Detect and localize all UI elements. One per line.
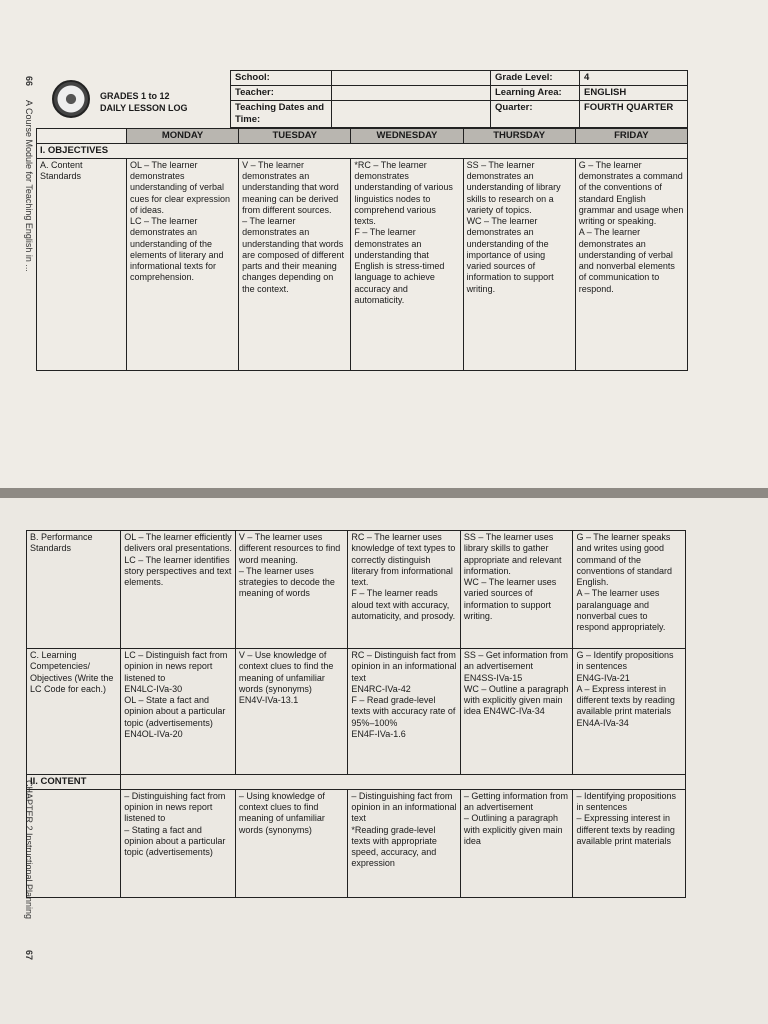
content-monday: – Distinguishing fact from opinion in news report listened to – Stating a fact and opinion about a particular topic (advertisements) [121,789,236,897]
header-info-table [230,70,688,128]
learning-area-label: Learning Area: [491,86,580,101]
performance-content-table [26,530,686,898]
page-number-left: 66 [24,76,34,87]
objectives-heading: I. OBJECTIVES [37,144,688,159]
day-tuesday: TUESDAY [239,129,351,144]
competency-monday: LC – Distinguish fact from opinion in news report listened to EN4LC-IVa-30 OL – State a fact and opinion about a particular topic (advertisements) EN4OL-IVa-20 [121,649,236,775]
competency-tuesday: V – Use knowledge of context clues to find the meaning of unfamiliar words (synonyms) EN4V-IVa-13.1 [235,649,348,775]
content-heading-spacer [121,775,686,790]
day-friday: FRIDAY [575,129,687,144]
learning-area-value: ENGLISH [580,86,688,101]
performance-tuesday: V – The learner uses different resources to find word meaning. – The learner uses strategies to decode the meaning of words [235,531,348,649]
page-number-right: 67 [24,950,34,961]
performance-standards-label: B. Performance Standards [27,531,121,649]
day-monday: MONDAY [126,129,238,144]
content-standard-tuesday: V – The learner demonstrates an understanding that word meaning can be derived from different sources. – The learner demonstrates an understanding that words are composed of different parts and their meaning changes depending on the context. [239,158,351,370]
chapter-title: CHAPTER 2 Instructional Planning [24,780,34,920]
content-label-empty [27,789,121,897]
content-thursday: – Getting information from an advertisement – Outlining a paragraph with explicitly given main idea [460,789,573,897]
competency-wednesday: RC – Distinguish fact from opinion in an informational text EN4RC-IVa-42 F – Read grade-level texts with accuracy rate of 95%–100% EN4F-IVa-1.6 [348,649,461,775]
day-wednesday: WEDNESDAY [351,129,463,144]
page-fold-shadow [0,488,768,498]
teacher-value [332,86,491,101]
deped-seal-icon [52,80,90,118]
quarter-value: FOURTH QUARTER [580,101,688,128]
content-tuesday: – Using knowledge of context clues to find meaning of unfamiliar words (synonyms) [235,789,348,897]
daily-lesson-log-label: DAILY LESSON LOG [100,103,188,114]
day-thursday: THURSDAY [463,129,575,144]
content-standard-friday: G – The learner demonstrates a command of the conventions of standard English grammar and usage when writing or speaking. A – The learner demonstrates an understanding of verbal and nonverbal elements of communication to respond. [575,158,687,370]
performance-friday: G – The learner speaks and writes using good command of the conventions of standard English. A – The learner uses paralanguage and nonverbal cues to respond appropriately. [573,531,686,649]
performance-thursday: SS – The learner uses library skills to gather appropriate and relevant information. WC – The learner uses varied sources of information to support writing. [460,531,573,649]
quarter-label: Quarter: [491,101,580,128]
dates-value [332,101,491,128]
performance-wednesday: RC – The learner uses knowledge of text types to correctly distinguish literary from informational text. F – The learner reads aloud text with accuracy, automaticity, and prosody. [348,531,461,649]
content-friday: – Identifying propositions in sentences – Expressing interest in different texts by reading available print materials [573,789,686,897]
content-heading: II. CONTENT [27,775,121,790]
teacher-label: Teacher: [231,86,332,101]
corner-cell [37,129,127,144]
competency-friday: G – Identify propositions in sentences EN4G-IVa-21 A – Express interest in different texts by reading available print materials EN4A-IVa-34 [573,649,686,775]
grade-level-label: Grade Level: [491,71,580,86]
content-standards-label: A. Content Standards [37,158,127,370]
content-standard-monday: OL – The learner demonstrates understanding of verbal cues for clear expression of ideas. LC – The learner demonstrates an understanding of the elements of literary and informational texts for comprehension. [126,158,238,370]
objectives-table [36,128,688,371]
content-wednesday: – Distinguishing fact from opinion in an informational text *Reading grade-level texts with appropriate speed, accuracy, and expression [348,789,461,897]
module-title: A Course Module for Teaching English in ... [24,100,34,272]
content-standard-wednesday: *RC – The learner demonstrates understanding of various linguistics nodes to comprehend various texts. F – The learner demonstrates an understanding that English is stress-timed language to achieve accuracy and automaticity. [351,158,463,370]
competencies-label: C. Learning Competencies/ Objectives (Write the LC Code for each.) [27,649,121,775]
dates-label: Teaching Dates and Time: [231,101,332,128]
performance-monday: OL – The learner efficiently delivers oral presentations. LC – The learner identifies story perspectives and text elements. [121,531,236,649]
log-title [100,90,188,114]
content-standard-thursday: SS – The learner demonstrates an understanding of library skills to research on a variety of topics. WC – The learner demonstrates an understanding of the importance of using varied sources of information to support writing. [463,158,575,370]
school-label: School: [231,71,332,86]
grade-level-value: 4 [580,71,688,86]
grades-label: GRADES 1 to 12 [100,91,170,101]
school-value [332,71,491,86]
competency-thursday: SS – Get information from an advertisement EN4SS-IVa-15 WC – Outline a paragraph with explicitly given main idea EN4WC-IVa-34 [460,649,573,775]
